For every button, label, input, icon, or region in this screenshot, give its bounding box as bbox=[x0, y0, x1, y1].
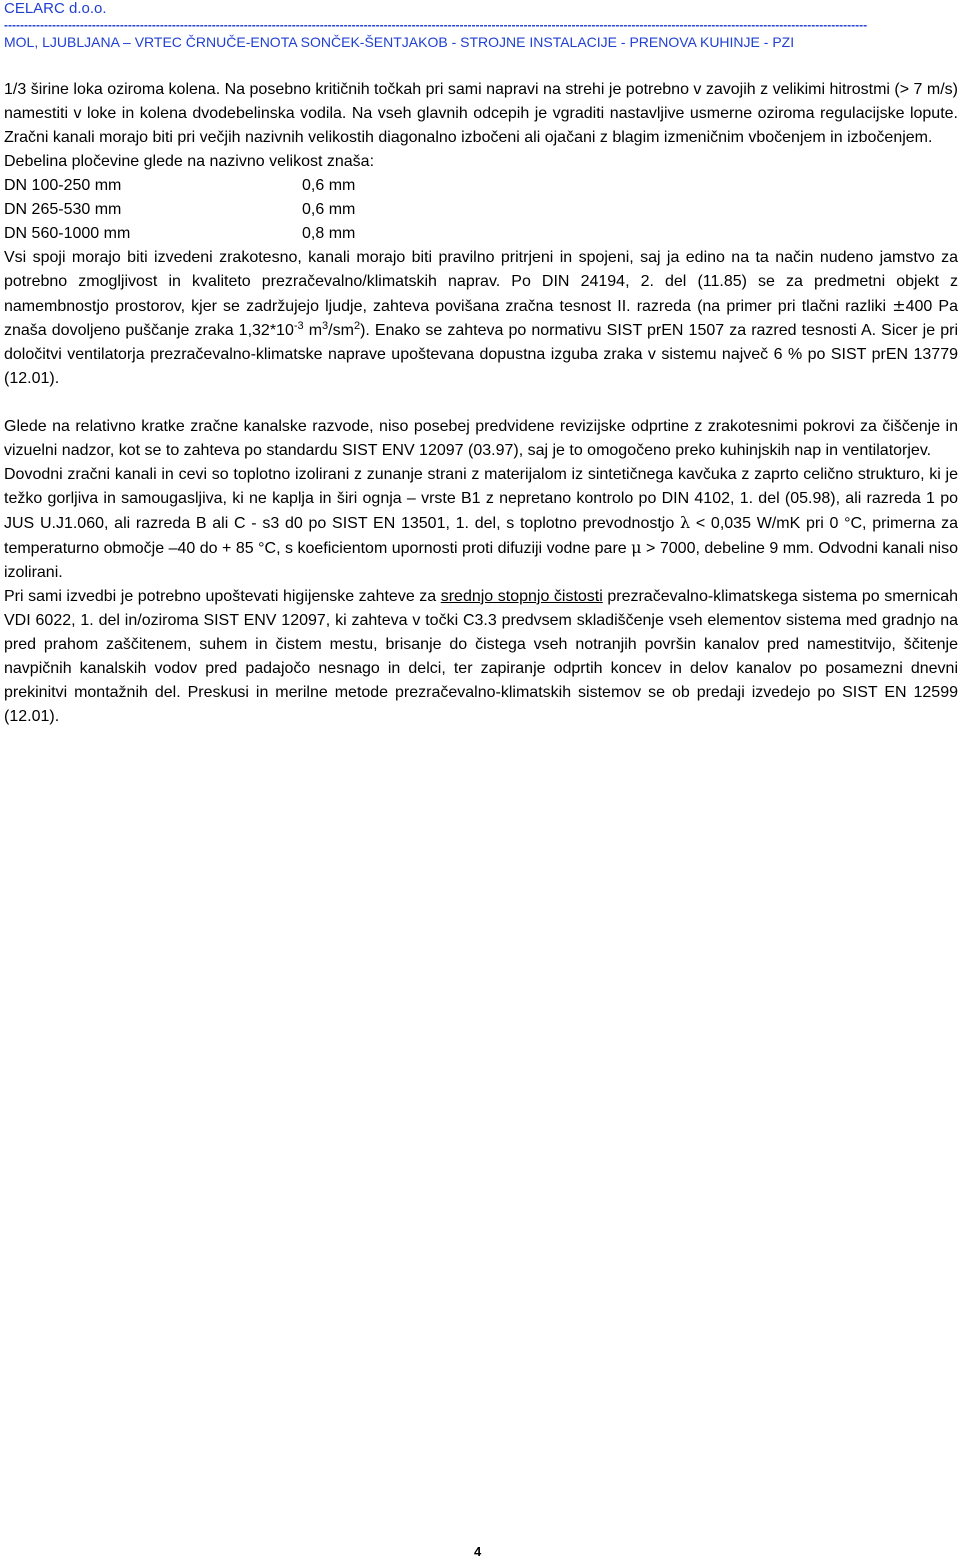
sheet-thickness: 0,8 mm bbox=[302, 225, 356, 242]
paragraph-duct-construction: 1/3 širine loka oziroma kolena. Na posebno kritičnih točkah pri sami napravi na strehi je potrebno v zavojih z velikimi hitrostmi (> 7 m/s) namestiti v loke in kolena dvodebelinska vodila. Na vseh glavnih odcepih je vgraditi nastavljive usmerne oziroma regulacijske lopute. Zračni kanali morajo biti pri večjih nazivnih velikostih diagonalno izbočeni ali ojačani z blagim izmeničnim vbočenjem in izbočenjem. bbox=[4, 81, 958, 146]
paragraph-hygiene bbox=[4, 585, 958, 729]
header-separator: ------------------------------------------------------------------------------------------------------------------------------------------------------------------------------------------------------------------------ bbox=[4, 18, 868, 32]
text-run: prezračevalno-klimatskega sistema po smernicah VDI 6022, 1. del in/oziroma SIST ENV 12097, ki zahteva v točki C3.3 predvsem skladiščenje vseh elementov sistema med gradnjo na pred prahom zaščitenem, suhem in čistem mestu, brisanje do čistega vseh notranjih površin kanalov pred namestitvijo, ščitenje navpičnih kanalskih vodov pred padajočo nesnago in delci, ter zapiranje odprtih koncev in delov kanalov po posamezni dnevni prekinitvi montažnih del. Preskusi in merilne metode prezračevalno-klimatskih sistemov se ob predaji izvedejo po SIST EN 12599 (12.01). bbox=[4, 588, 959, 725]
table-row bbox=[4, 222, 958, 246]
text-run: > 7000, debeline 9 mm. Odvodni kanali niso izolirani. bbox=[4, 540, 959, 581]
exponent: -3 bbox=[293, 320, 304, 332]
text-run: Vsi spoji morajo biti izvedeni zrakotesno, kanali morajo biti pravilno pritrjeni in spojeni, saj ja edino na ta način nudeno jamstvo za potrebno zmogljivost in kvaliteto prezračevalno/klimatskih naprav. Po DIN 24194, 2. del (11.85) se za predmetni objekt z namembnostjo prostorov, kjer se zadržujejo ljudje, zahteva povišana zračna tesnost II. razreda (na primer pri tlačni razliki bbox=[4, 249, 958, 315]
sheet-thickness-table bbox=[4, 174, 958, 246]
lambda-symbol: λ bbox=[679, 513, 691, 532]
nominal-size: DN 265-530 mm bbox=[4, 201, 122, 218]
text-run: Dovodni zračni kanali in cevi so toplotno izolirani z zunanje strani z materijalom iz sintetičnega kavčuka z zaprto celično strukturo, ki je težko gorljiva in samougasljiva, ki ne kaplja in širi ognja – vrste B1 z nepretano kontrolo po DIN 4102, 1. del (05.98), ali razreda 1 po JUS U.J1.060, ali razreda B ali C - s3 d0 po SIST EN 13501, 1. del, s toplotno prevodnostjo bbox=[4, 466, 958, 532]
paragraph-gap bbox=[4, 391, 958, 415]
table-row bbox=[4, 174, 958, 198]
text-run: /sm bbox=[328, 322, 354, 339]
exponent: 3 bbox=[322, 320, 329, 332]
page-number: 4 bbox=[474, 1544, 482, 1559]
text-run: < 0,035 W/mK pri 0 °C, primerna za temperaturno območje –40 do + 85 °C, s koeficientom upornosti proti difuziji vodne pare bbox=[4, 515, 958, 557]
plus-minus-symbol: ± bbox=[892, 296, 906, 315]
project-title: MOL, LJUBLJANA – VRTEC ČRNUČE-ENOTA SONČEK-ŠENTJAKOB - STROJNE INSTALACIJE - PRENOVA KUHINJE - PZI bbox=[4, 34, 795, 50]
table-row bbox=[4, 198, 958, 222]
underlined-term: srednjo stopnjo čistosti bbox=[440, 588, 603, 605]
paragraph-revision-openings: Glede na relativno kratke zračne kanalske razvode, niso posebej predvidene revizijske odprtine z zrakotesnimi pokrovi za čiščenje in vizuelni nadzor, kot se to zahteva po standardu SIST ENV 12097 (03.97), saj je to omogočeno preko kuhinjskih nap in ventilatorjev. bbox=[4, 418, 958, 459]
nominal-size: DN 100-250 mm bbox=[4, 177, 122, 194]
company-name: CELARC d.o.o. bbox=[4, 0, 107, 17]
mu-symbol: μ bbox=[631, 538, 642, 557]
sheet-thickness: 0,6 mm bbox=[302, 201, 356, 218]
sheet-thickness: 0,6 mm bbox=[302, 177, 356, 194]
text-run: 400 Pa znaša dovoljeno puščanje zraka 1,32*10 bbox=[4, 298, 958, 339]
nominal-size: DN 560-1000 mm bbox=[4, 225, 131, 242]
page-header bbox=[4, 0, 956, 51]
paragraph-insulation bbox=[4, 463, 958, 585]
document-body bbox=[4, 78, 958, 729]
paragraph-air-tightness bbox=[4, 246, 958, 391]
sheet-thickness-intro: Debelina pločevine glede na nazivno velikost znaša: bbox=[4, 153, 375, 170]
text-run: ). Enako se zahteva po normativu SIST prEN 1507 za razred tesnosti A. Sicer je pri določitvi ventilatorja prezračevalno-klimatske naprave upoštevana dopustna izguba zraka v sistemu največ 6 % po SIST prEN 13779 (12.01). bbox=[4, 322, 958, 387]
text-run: Pri sami izvedbi je potrebno upoštevati higijenske zahteve za bbox=[4, 588, 441, 605]
exponent: 2 bbox=[353, 320, 361, 332]
text-run: m bbox=[303, 322, 323, 339]
